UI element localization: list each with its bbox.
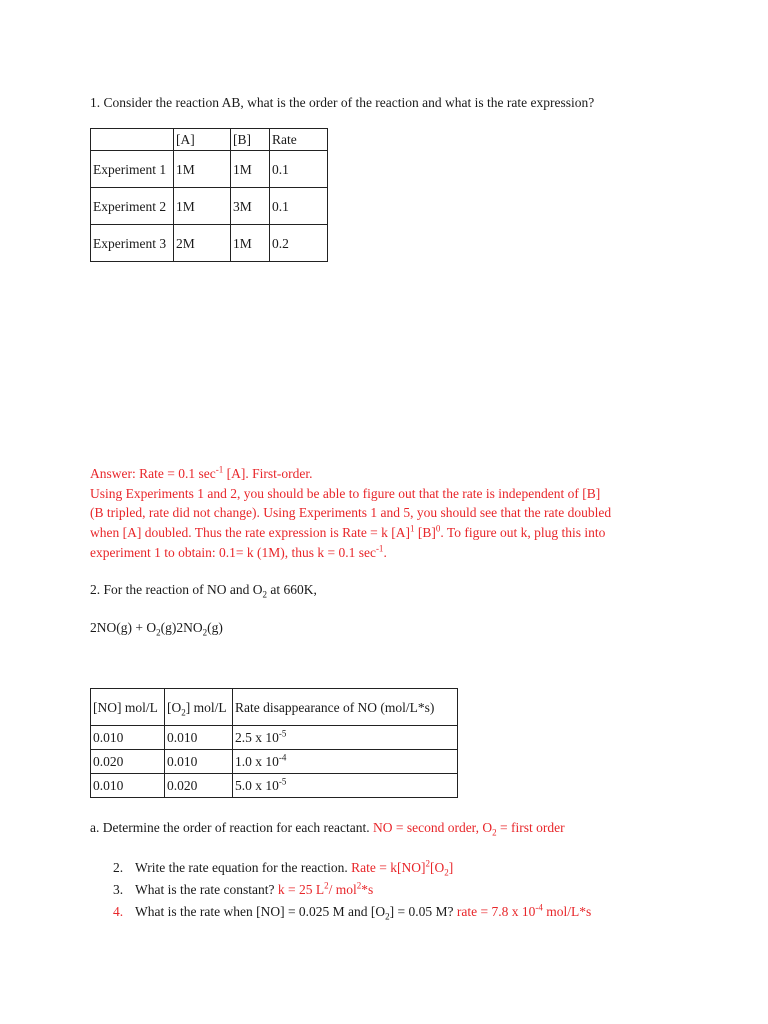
header-cell-o2: $[O_2]$ mol/L (165, 689, 233, 726)
list-number: 3. (113, 882, 124, 897)
table-header-row (91, 129, 328, 151)
table-cell: 1M (231, 225, 270, 262)
table-cell: 0.010 (91, 726, 165, 750)
list-number: 2. (113, 860, 124, 875)
table-cell: 3M (231, 188, 270, 225)
table-cell: 1M (231, 151, 270, 188)
table-cell: 1M (174, 151, 231, 188)
table-cell: 5.0 x $10^{-5}$ (233, 774, 458, 798)
table-cell: 0.2 (270, 225, 328, 262)
list-text: Write the rate equation for the reaction. Rate = $k[NO]^2[O_2]$ (135, 858, 454, 878)
table-cell: 0.020 (91, 750, 165, 774)
answer-line-4: when [A] doubled. Thus the rate expression is Rate = k $[A]^1$ $[B]^0$. To figure out k, plug this into (90, 523, 606, 540)
list-item (0, 904, 768, 922)
table-cell: 0.010 (165, 726, 233, 750)
question-2-intro: 2. For the reaction of NO and $O_2$ at 660K, (90, 582, 317, 600)
table-row (91, 750, 458, 774)
answer-line-3: (B tripled, rate did not change). Using Experiments 1 and 5, you should see that the rate doubled (90, 505, 612, 520)
header-cell: Rate (270, 129, 328, 151)
table-cell: 1M (174, 188, 231, 225)
table-cell: 0.020 (165, 774, 233, 798)
question-1-prompt: 1. Consider the reaction AB, what is the order of the reaction and what is the rate expression? (90, 95, 595, 110)
table-cell: Experiment 1 (91, 151, 174, 188)
table-cell: 0.010 (91, 774, 165, 798)
part-a-question: a. Determine the order of reaction for each reactant. NO = second order, $O_2$ = first order (90, 820, 565, 838)
header-cell-no: [NO] mol/L (91, 689, 165, 726)
table-cell: 1.0 x $10^{-4}$ (233, 750, 458, 774)
table-cell: 2.5 x $10^{-5}$ (233, 726, 458, 750)
list-text: What is the rate constant? k = 25 $L^2/$ mol$^2$*s (135, 880, 374, 897)
experiment-table-2 (90, 688, 458, 798)
answer-line-2: Using Experiments 1 and 2, you should be able to figure out that the rate is independent of [B] (90, 486, 601, 501)
table-row (91, 774, 458, 798)
answer-line-5: experiment 1 to obtain: 0.1= k (1M), thus k = 0.1 $\sec^{-1}$. (90, 543, 387, 560)
header-cell: [A] (174, 129, 231, 151)
part-a-answer: NO = second order, $O_2$ = first order (369, 820, 565, 838)
table-row (91, 151, 328, 188)
header-cell: [B] (231, 129, 270, 151)
table-cell: 0.010 (165, 750, 233, 774)
table-row (91, 726, 458, 750)
list-number: 4. (113, 904, 124, 919)
table-cell: 0.1 (270, 188, 328, 225)
list-item (0, 860, 768, 878)
header-cell (91, 129, 174, 151)
table-row (91, 188, 328, 225)
experiment-table-1 (90, 128, 328, 262)
table-cell: 0.1 (270, 151, 328, 188)
answer-line-1: Answer: Rate = 0.1 $\sec^{-1} [A]$. First-order. (90, 464, 313, 481)
table-cell: Experiment 2 (91, 188, 174, 225)
header-cell-rate: Rate disappearance of NO (mol/L*s) (233, 689, 458, 726)
table-cell: Experiment 3 (91, 225, 174, 262)
table-cell: 2M (174, 225, 231, 262)
list-item (0, 882, 768, 900)
table-row (91, 225, 328, 262)
table-header-row (91, 689, 458, 726)
reaction-equation: $2NO(g) + O_2(g)2NO_2(g)$ (90, 620, 223, 638)
list-text: What is the rate when [NO] = 0.025 M and $[O_2] = 0.05$ M? rate = 7.8 x $10^{-4}$ mol/L*s (135, 902, 592, 922)
